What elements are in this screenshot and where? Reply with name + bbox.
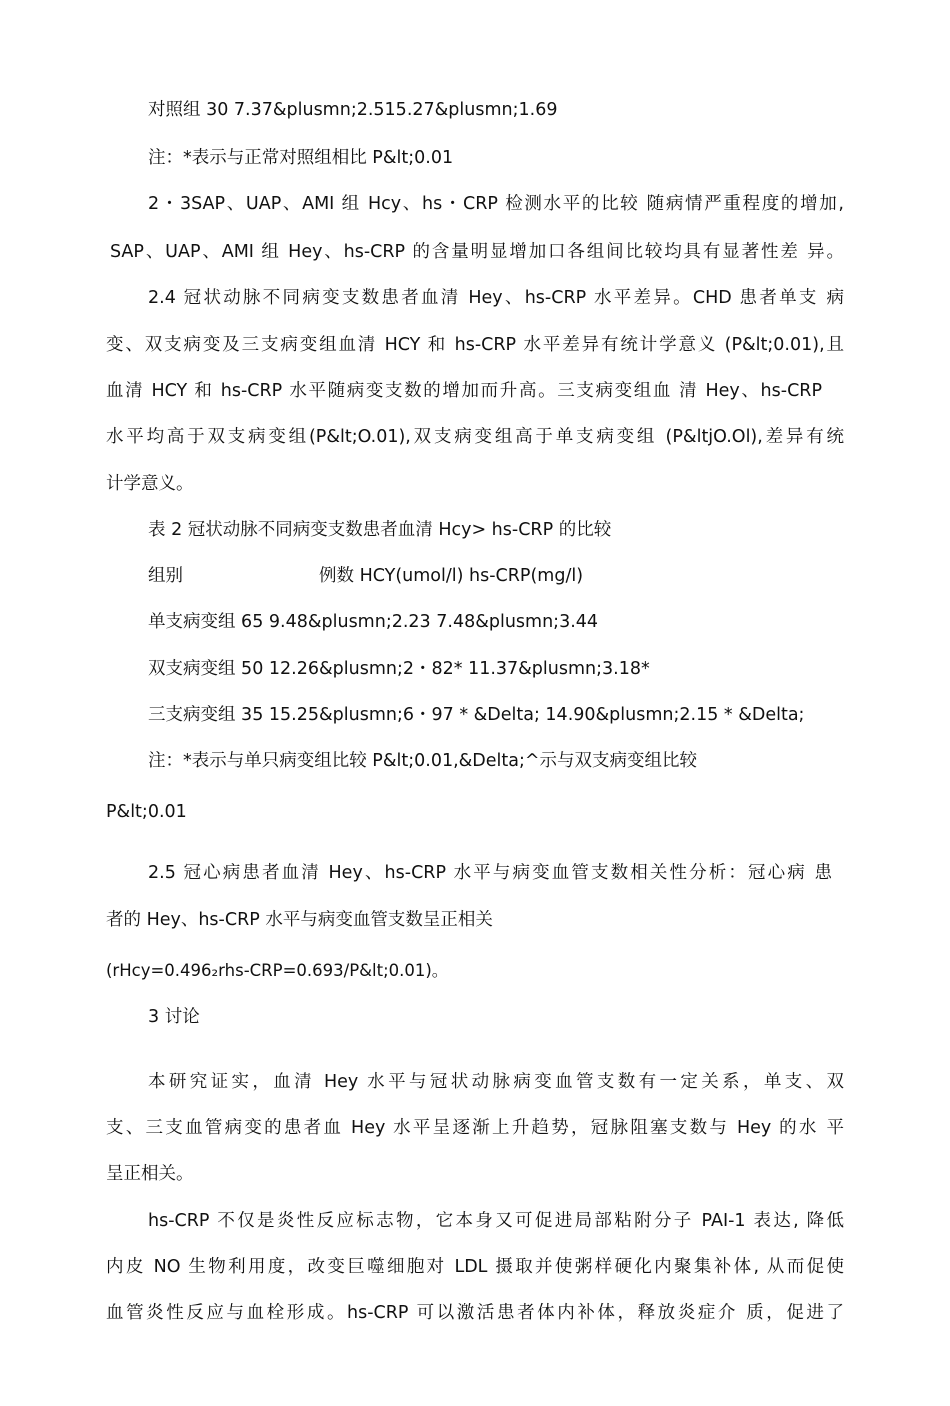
table2-header-columns: 例数 HCY(umol/l) hs-CRP(mg/l)	[319, 566, 584, 586]
table1-row-control: 对照组 30 7.37&plusmn;2.515.27&plusmn;1.69	[148, 100, 558, 120]
para-2-4-line4: 水平均高于双支病变组(P&lt;O.01),双支病变组高于单支病变组 (P&ltjO.Ol),差异有统	[106, 427, 844, 447]
table2-note-line2: P&lt;0.01	[106, 802, 187, 822]
para-2-3-line2: SAP、UAP、AMI 组 Hey、hs-CRP 的含量明显增加口各组间比较均具有显著性差 异。	[110, 242, 844, 262]
table2-note-line1: 注：*表示与单只病变组比较 P&lt;0.01,&Delta;^示与双支病变组比较	[148, 751, 698, 771]
para-2-4-line3: 血清 HCY 和 hs-CRP 水平随病变支数的增加而升高。三支病变组血 清 Hey、hs-CRP	[106, 381, 822, 401]
para-2-3-line1: 2・3SAP、UAP、AMI 组 Hcy、hs・CRP 检测水平的比较 随病情严重程度的增加,	[148, 194, 844, 214]
discussion-para2-line2: 内皮 NO 生物利用度，改变巨噬细胞对 LDL 摄取并使粥样硬化内聚集补体, 从而促使	[106, 1257, 844, 1277]
discussion-para1-line2: 支、三支血管病变的患者血 Hey 水平呈逐渐上升趋势，冠脉阻塞支数与 Hey 的水 平	[106, 1118, 844, 1138]
table2-row-single: 单支病变组 65 9.48&plusmn;2.23 7.48&plusmn;3.44	[148, 612, 599, 632]
table2-row-triple: 三支病变组 35 15.25&plusmn;6・97 * &Delta; 14.90&plusmn;2.15 * &Delta;	[148, 705, 805, 725]
table2-row-double: 双支病变组 50 12.26&plusmn;2・82* 11.37&plusmn;3.18*	[148, 659, 650, 679]
discussion-para2-line1: hs-CRP 不仅是炎性反应标志物，它本身又可促进局部粘附分子 PAI-1 表达, 降低	[148, 1211, 844, 1231]
discussion-para2-line3: 血管炎性反应与血栓形成。hs-CRP 可以激活患者体内补体，释放炎症介 质，促进了	[106, 1303, 844, 1323]
para-2-4-line2: 变、双支病变及三支病变组血清 HCY 和 hs-CRP 水平差异有统计学意义 (P&lt;0.01),且	[106, 335, 844, 355]
discussion-para1-line1: 本研究证实，血清 Hey 水平与冠状动脉病变血管支数有一定关系，单支、双	[148, 1072, 844, 1092]
table2-header	[148, 564, 583, 588]
table2-caption: 表 2 冠状动脉不同病变支数患者血清 Hcy> hs-CRP 的比较	[148, 520, 612, 540]
para-2-4-line5: 计学意义。	[106, 474, 194, 494]
para-2-5-line3: (rHcy=0.496₂rhs-CRP=0.693/P&lt;0.01)。	[106, 961, 449, 980]
para-2-5-line1: 2.5 冠心病患者血清 Hey、hs-CRP 水平与病变血管支数相关性分析：冠心病 患	[148, 863, 832, 883]
para-2-4-line1: 2.4 冠状动脉不同病变支数患者血清 Hey、hs-CRP 水平差异。CHD 患者单支 病	[148, 288, 844, 308]
table2-header-group: 组别	[148, 566, 183, 586]
discussion-para1-line3: 呈正相关。	[106, 1164, 194, 1184]
para-2-5-line2: 者的 Hey、hs-CRP 水平与病变血管支数呈正相关	[106, 910, 493, 930]
table1-note: 注：*表示与正常对照组相比 P&lt;0.01	[148, 148, 454, 168]
section-3-heading: 3 讨论	[148, 1007, 200, 1027]
